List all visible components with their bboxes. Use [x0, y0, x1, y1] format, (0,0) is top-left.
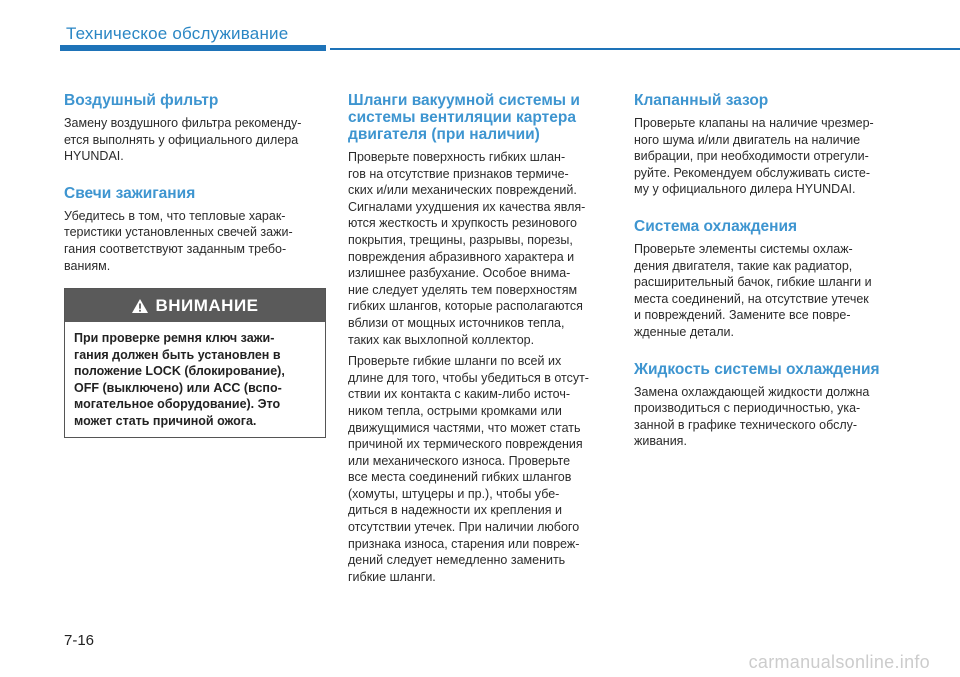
section-title: Система охлаждения — [634, 217, 798, 235]
section-vacuum-hoses — [348, 92, 612, 585]
section-title: Свечи зажигания — [64, 184, 196, 202]
section-paragraph-2: Проверьте гибкие шланги по всей их длине для того, чтобы убедиться в отсут- ствии их контакта с каким-либо источ- ником тепла, острыми кромками или движущимися частями, что может стать причиной их термического повреждения или механического износа. Проверьте все места соединений гибких шлангов (хомуты, штуцеры и пр.), чтобы убе- диться в надежности их крепления и отсутствии утечек. При наличии любого признака износа, старения или повреж- дений следует немедленно заменить гибкие шланги. — [348, 354, 589, 584]
section-title: Клапанный зазор — [634, 92, 769, 109]
header-rule-thick — [60, 45, 326, 51]
section-cooling-system — [634, 218, 896, 341]
section-coolant — [634, 361, 896, 450]
warning-text: При проверке ремня ключ зажи- гания должен быть установлен в положение LOCK (блокирование), OFF (выключено) или ACC (вспо- могательное оборудование). Это может стать причиной ожога. — [74, 331, 285, 428]
section-text: Замена охлаждающей жидкости должна производиться с периодичностью, ука- занной в графике технического обслу- живания. — [634, 384, 870, 449]
warning-box — [64, 288, 326, 438]
section-spark-plugs — [64, 185, 326, 274]
section-air-filter — [64, 92, 326, 165]
warning-title: ВНИМАНИЕ — [155, 295, 259, 315]
section-title: Воздушный фильтр — [64, 92, 219, 109]
section-valve-clearance — [634, 92, 896, 198]
section-text: Проверьте клапаны на наличие чрезмер- ного шума и/или двигатель на наличие вибрации, при необходимости отрегули- руйте. Рекомендуем обслуживать систе- му у официального дилера HYUNDAI. — [634, 116, 874, 197]
section-text: Проверьте элементы системы охлаж- дения двигателя, такие как радиатор, расширительный бачок, гибкие шланги и места соединений, на отсутствие утечек и повреждений. Замените все повре- жденные детали. — [634, 241, 872, 339]
header-title: Техническое обслуживание — [66, 24, 289, 43]
section-title: Шланги вакуумной системы и системы вентиляции картера двигателя (при наличии) — [348, 92, 580, 143]
header-rule-thin — [330, 48, 960, 50]
column-right — [634, 92, 896, 470]
section-title: Жидкость системы охлаждения — [634, 360, 880, 378]
page-number: 7-16 — [64, 632, 95, 649]
section-text: Замену воздушного фильтра рекоменду- ется выполнять у официального дилера HYUNDAI. — [64, 116, 302, 164]
column-left — [64, 92, 326, 438]
warning-header — [65, 289, 325, 322]
warning-triangle-icon — [131, 298, 149, 314]
column-middle — [348, 92, 612, 605]
section-paragraph-1: Проверьте поверхность гибких шлан- гов на отсутствие признаков термиче- ских и/или механических повреждений. Сигналами ухудшения их качества явля- ются жесткость и хрупкость резинового покрытия, трещины, разрывы, порезы, повреждения абразивного характера и излишнее разбухание. Особое внима- ние следует уделять тем поверхностям гибких шлангов, которые располагаются вблизи от мощных источников тепла, таких как выхлопной коллектор. — [348, 150, 586, 347]
section-text: Убедитесь в том, что тепловые харак- теристики установленных свечей зажи- гания соответствуют заданным требо- ваниям. — [64, 208, 293, 273]
watermark: carmanualsonline.info — [748, 652, 930, 672]
